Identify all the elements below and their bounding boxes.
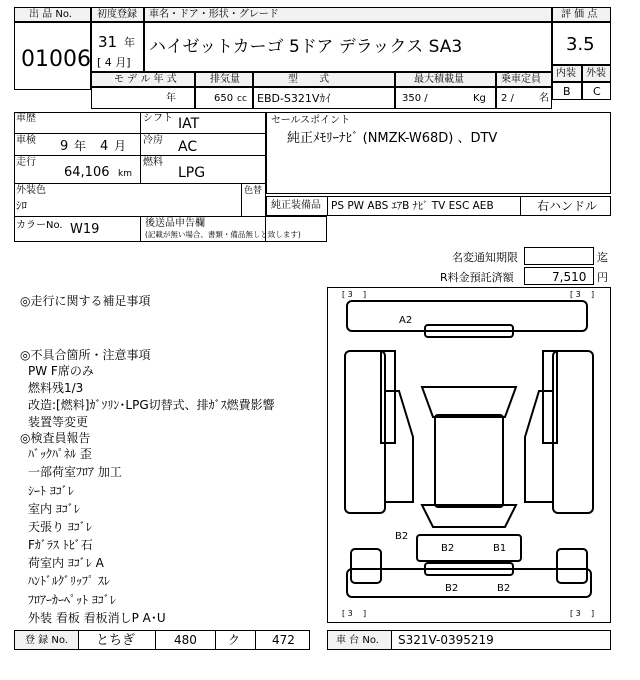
sales-point-text: 純正ﾒﾓﾘｰﾅﾋﾞ (NMZK-W68D) 、DTV — [287, 131, 498, 146]
ext-color-label: 外装色 — [16, 185, 46, 196]
lot-number: 01006 — [21, 47, 91, 72]
rear-window-outline — [422, 505, 516, 527]
corner-label-bl-end: ] — [363, 609, 367, 618]
first-reg-label-cell — [91, 7, 144, 22]
first-reg-month: [ 4 月] — [97, 56, 131, 69]
left-front-door-outline — [381, 351, 395, 443]
interior-label-cell — [552, 65, 582, 82]
inspector-item: 一部荷室ﾌﾛｱ 加工 — [28, 465, 122, 479]
shift-label: シフト — [143, 113, 173, 124]
model-code-label-cell — [253, 72, 395, 87]
left-body-outline — [385, 391, 413, 502]
equipment-row — [266, 196, 611, 216]
load-label: 最大積載量 — [414, 74, 464, 85]
model-year-label: モ デ ル 年 式 — [114, 74, 177, 85]
ac-label: 冷房 — [143, 135, 163, 146]
mileage-unit: km — [118, 169, 132, 179]
car-outline-svg — [327, 287, 611, 623]
lot-label: 出 品 No. — [29, 9, 72, 20]
damage-mark: B2 — [441, 543, 455, 554]
capacity-label-cell — [496, 72, 552, 87]
rating-label: 評 価 点 — [561, 9, 598, 20]
exterior-grade: C — [593, 85, 601, 98]
first-reg-cell — [91, 22, 144, 72]
mileage-label: 走行 — [16, 157, 36, 168]
inspection-month: 4 — [100, 139, 109, 154]
inspector-item: Fｶﾞﾗｽ ﾄﾋﾞ石 — [28, 538, 93, 552]
recycle-box — [524, 267, 594, 285]
model-code-label: 型 式 — [288, 74, 330, 85]
roof-outline — [435, 415, 503, 507]
capacity-label: 乗車定員 — [501, 74, 541, 85]
chassis-number: S321V-0395219 — [398, 633, 494, 647]
first-reg-year-unit: 年 — [124, 36, 135, 49]
rating-value: 3.5 — [566, 34, 595, 55]
model-code-cell — [253, 87, 395, 109]
corner-label-br: [ 3 — [570, 609, 581, 618]
left-side-outline — [345, 351, 385, 513]
damage-mark: A2 — [399, 315, 413, 326]
recycle-label: R料金預託済額 — [440, 271, 514, 284]
ac-value: AC — [178, 139, 198, 155]
corner-label-bl: [ 3 — [342, 609, 353, 618]
inspection-month-unit: 月 — [114, 139, 127, 153]
equipment-list: PS PW ABS ｴｱB ﾅﾋﾞ TV ESC AEB — [331, 200, 494, 212]
capacity-unit: 名 — [539, 93, 549, 104]
fuel-value: LPG — [178, 165, 206, 181]
reg-label-cell — [14, 630, 79, 650]
steering-value: 右ハンドル — [537, 199, 598, 213]
chassis-label-cell — [327, 630, 392, 650]
displacement-unit: cc — [237, 94, 247, 104]
fuel-label: 燃料 — [143, 157, 163, 168]
chassis-label: 車 台 No. — [336, 635, 379, 646]
defect-item: 改造:[燃料]ｶﾞｿﾘﾝ･LPG切替式、排ｶﾞｽ燃費影響 — [28, 398, 275, 412]
inspector-item: 荷室内 ﾖｺﾞﾚ A — [28, 556, 104, 570]
car-name: ハイゼットカーゴ 5ドア デラックス SA3 — [149, 37, 463, 57]
displacement-label: 排気量 — [210, 74, 240, 85]
first-reg-year: 31 — [98, 33, 118, 51]
inspector-item: ﾊﾝﾄﾞﾙｸﾞﾘｯﾌﾟ ｽﾚ — [28, 574, 110, 588]
name-change-unit: 迄 — [597, 251, 608, 264]
color-no-label: カラーNo. — [16, 220, 63, 231]
recycle-unit: 円 — [597, 271, 608, 284]
first-reg-label: 初度登録 — [97, 9, 137, 20]
reg-label: 登 録 No. — [25, 635, 68, 646]
displacement-cell — [195, 87, 253, 109]
sales-point-label: セールスポイント — [271, 115, 351, 126]
displacement-value: 650 — [214, 93, 234, 104]
car-name-label: 車名・ドア・形状・グレード — [149, 9, 279, 20]
left-rear-wheel-outline — [351, 549, 381, 583]
after-parts-note: (記載が無い場合、書類・備品無しと致します) — [145, 230, 301, 239]
displacement-label-cell — [195, 72, 253, 87]
model-year-cell — [91, 87, 195, 109]
rating-cell — [552, 22, 611, 65]
damage-mark: B2 — [395, 531, 409, 542]
drive-notes-title: ◎走行に関する補足事項 — [20, 294, 151, 308]
corner-label-tl-end: ] — [363, 290, 367, 299]
name-change-box — [524, 247, 594, 265]
capacity-value: 2 / — [501, 93, 514, 104]
load-cell — [395, 87, 496, 109]
color-change-label: 色替 — [244, 186, 263, 196]
reg-kana: ク — [228, 633, 241, 647]
reg-region: とちぎ — [96, 633, 136, 648]
shift-value: IAT — [178, 116, 200, 132]
defects-title: ◎不具合箇所・注意事項 — [20, 348, 151, 362]
inspector-item: ｼｰﾄ ﾖｺﾞﾚ — [28, 484, 74, 498]
lot-label-cell — [14, 7, 91, 22]
defect-item: 燃料残1/3 — [28, 381, 84, 395]
corner-label-br-end: ] — [591, 609, 595, 618]
name-change-label: 名変通知期限 — [452, 251, 518, 264]
corner-label-tr-end: ] — [591, 290, 595, 299]
damage-mark: B1 — [493, 543, 507, 554]
mileage-value: 64,106 — [64, 165, 110, 180]
right-body-outline — [525, 391, 553, 502]
color-no-value: W19 — [70, 222, 100, 237]
capacity-cell — [496, 87, 552, 109]
exterior-label: 外装 — [586, 68, 606, 79]
sales-point-box — [266, 112, 611, 194]
interior-grade-cell — [552, 82, 582, 100]
corner-label-tl: [ 3 — [342, 290, 353, 299]
inspector-item: 外装 看板 看板消しP A･U — [28, 611, 166, 625]
exterior-label-cell — [582, 65, 611, 82]
right-rear-wheel-outline — [557, 549, 587, 583]
model-year-unit: 年 — [166, 93, 176, 104]
inspector-item: ﾊﾞｯｸﾊﾟﾈﾙ 歪 — [28, 447, 92, 461]
interior-grade: B — [563, 85, 571, 98]
defect-item: 装置等変更 — [28, 415, 89, 429]
model-code: EBD-S321Vｶｲ — [257, 92, 331, 105]
rear-bumper-outline — [347, 569, 591, 597]
exterior-grade-cell — [582, 82, 611, 100]
after-parts-label: 後送品申告欄 — [145, 218, 205, 229]
history-label: 車歴 — [16, 113, 36, 124]
inspection-label: 車検 — [16, 135, 36, 146]
inspection-year: 9 — [60, 139, 69, 154]
load-value: 350 / — [402, 93, 428, 104]
windshield-outline — [422, 387, 516, 417]
lot-number-cell — [14, 22, 91, 90]
inspector-item: 室内 ﾖｺﾞﾚ — [28, 502, 80, 516]
interior-label: 内装 — [556, 68, 576, 79]
rating-label-cell — [552, 7, 611, 22]
defect-item: PW F席のみ — [28, 364, 94, 378]
load-unit: Kg — [473, 93, 486, 104]
load-label-cell — [395, 72, 496, 87]
right-side-outline — [553, 351, 593, 513]
inspector-title: ◎検査員報告 — [20, 431, 91, 445]
inspector-item: ﾌﾛｱｰｶｰﾍﾟｯﾄ ﾖｺﾞﾚ — [28, 593, 116, 607]
right-front-door-outline — [543, 351, 557, 443]
model-year-label-cell — [91, 72, 195, 87]
damage-mark: B2 — [497, 583, 511, 594]
damage-mark: B2 — [445, 583, 459, 594]
ext-color-value: ｼﾛ — [16, 199, 27, 212]
reg-number: 472 — [272, 633, 295, 647]
inspector-item: 天張り ﾖｺﾞﾚ — [28, 520, 92, 534]
reg-class: 480 — [174, 633, 197, 647]
car-name-label-cell — [144, 7, 552, 22]
recycle-amount: 7,510 — [552, 270, 587, 284]
corner-label-tr: [ 3 — [570, 290, 581, 299]
inspection-year-unit: 年 — [74, 139, 87, 153]
equipment-label: 純正装備品 — [271, 200, 321, 211]
car-name-cell — [144, 22, 552, 72]
front-bumper-outline — [347, 301, 587, 331]
